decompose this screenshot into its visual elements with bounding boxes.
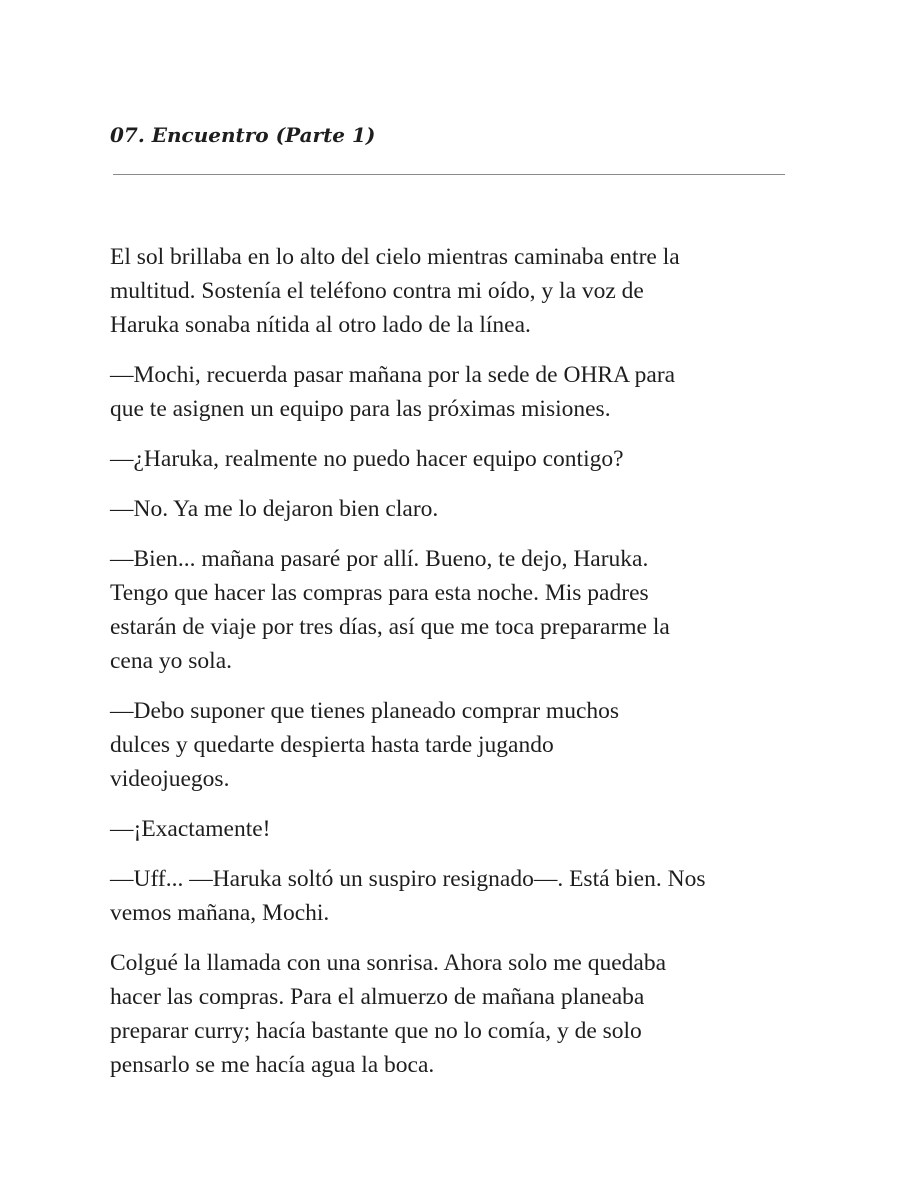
text-line: —¡Exactamente! — [110, 816, 271, 842]
text-line: preparar curry; hacía bastante que no lo comía, y de solo — [110, 1018, 642, 1044]
text-line: cena yo sola. — [110, 648, 233, 674]
text-line: que te asignen un equipo para las próximas misiones. — [110, 396, 611, 422]
text-line: El sol brillaba en lo alto del cielo mientras caminaba entre la — [110, 244, 680, 270]
paragraph — [110, 442, 800, 476]
text-line: —Debo suponer que tienes planeado comprar muchos — [110, 698, 620, 724]
paragraph — [110, 862, 800, 930]
text-line: Haruka sonaba nítida al otro lado de la línea. — [110, 312, 531, 338]
paragraph — [110, 694, 800, 796]
title-divider — [113, 174, 785, 175]
paragraph — [110, 240, 800, 342]
text-line: estarán de viaje por tres días, así que me toca prepararme la — [110, 614, 670, 640]
chapter-title: 07. Encuentro (Parte 1) — [110, 123, 376, 147]
text-line: Colgué la llamada con una sonrisa. Ahora solo me quedaba — [110, 950, 667, 976]
text-line: —Uff... —Haruka soltó un suspiro resignado—. Está bien. Nos — [110, 866, 706, 892]
chapter-body — [110, 240, 800, 1098]
paragraph — [110, 946, 800, 1082]
paragraph — [110, 542, 800, 678]
paragraph — [110, 812, 800, 846]
text-line: videojuegos. — [110, 766, 230, 792]
text-line: —Mochi, recuerda pasar mañana por la sede de OHRA para — [110, 362, 676, 388]
paragraph — [110, 358, 800, 426]
text-line: —¿Haruka, realmente no puedo hacer equipo contigo? — [110, 446, 624, 472]
text-line: pensarlo se me hacía agua la boca. — [110, 1052, 435, 1078]
text-line: hacer las compras. Para el almuerzo de mañana planeaba — [110, 984, 645, 1010]
text-line: Tengo que hacer las compras para esta noche. Mis padres — [110, 580, 649, 606]
text-line: multitud. Sostenía el teléfono contra mi oído, y la voz de — [110, 278, 644, 304]
text-line: —No. Ya me lo dejaron bien claro. — [110, 496, 439, 522]
text-line: dulces y quedarte despierta hasta tarde jugando — [110, 732, 554, 758]
text-line: vemos mañana, Mochi. — [110, 900, 330, 926]
text-line: —Bien... mañana pasaré por allí. Bueno, te dejo, Haruka. — [110, 546, 649, 572]
paragraph — [110, 492, 800, 526]
